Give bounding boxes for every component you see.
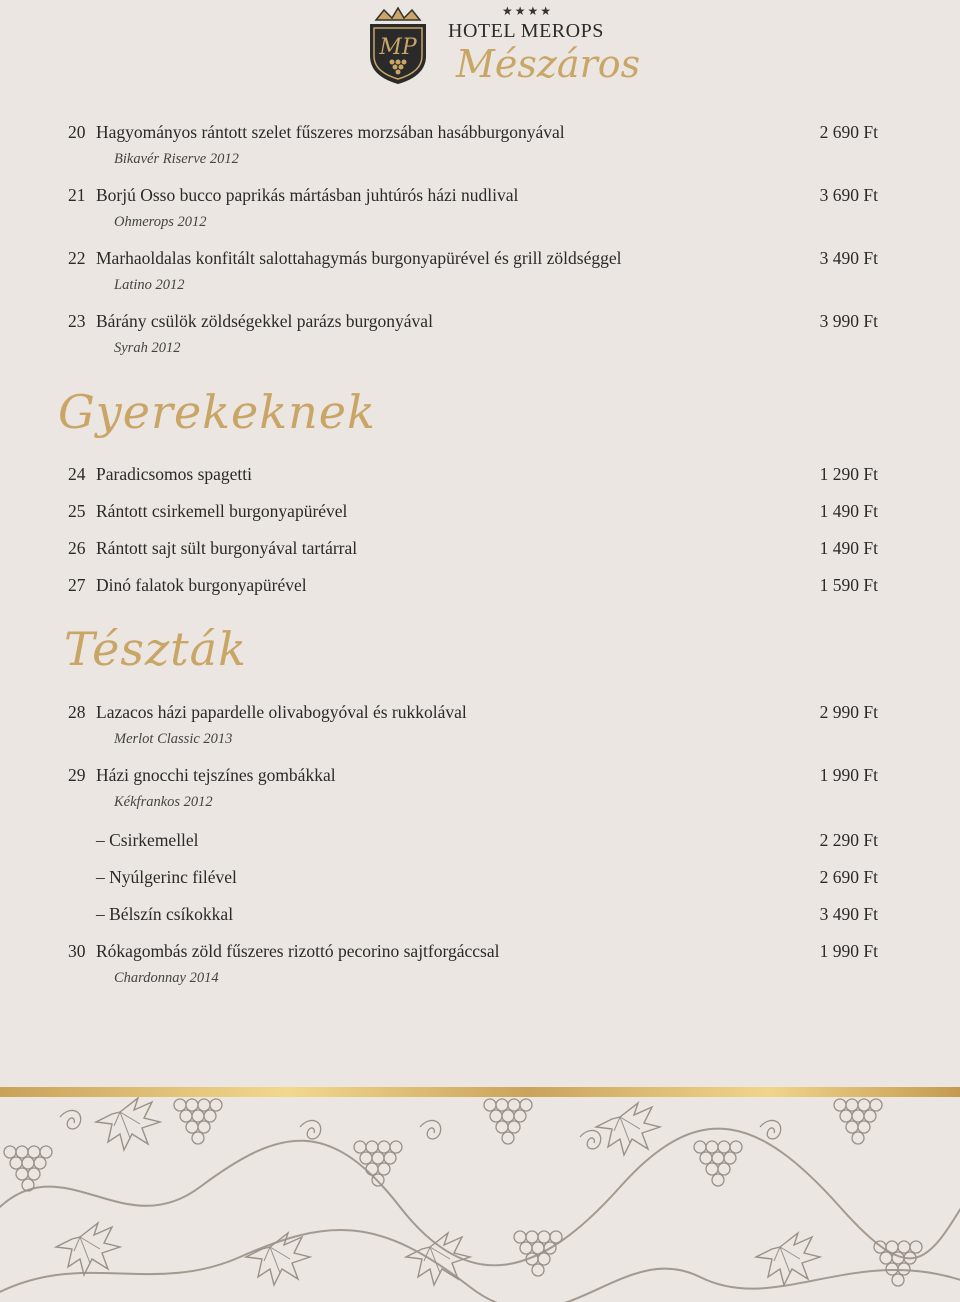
logo-monogram: MP <box>379 35 417 60</box>
item-number: 25 <box>68 501 86 521</box>
gold-divider <box>0 1087 960 1097</box>
menu-item <box>68 248 878 272</box>
item-price: 3 690 Ft <box>819 185 878 205</box>
variant-name: – Bélszín csíkokkal <box>96 904 234 924</box>
wine-pairing: Kékfrankos 2012 <box>114 794 213 810</box>
wine-pairing: Syrah 2012 <box>114 340 181 356</box>
variant-price: 2 690 Ft <box>819 867 878 887</box>
hotel-name: HOTEL MEROPS <box>448 20 604 42</box>
menu-item <box>68 702 878 726</box>
item-price: 3 990 Ft <box>819 311 878 331</box>
menu-variant <box>96 867 878 891</box>
menu-item <box>68 538 878 562</box>
variant-price: 2 290 Ft <box>819 830 878 850</box>
menu-item <box>68 575 878 599</box>
menu-item <box>68 464 878 488</box>
hotel-logo <box>362 4 641 88</box>
item-name: Dinó falatok burgonyapürével <box>96 575 307 595</box>
menu-item <box>68 941 878 965</box>
item-name: Házi gnocchi tejszínes gombákkal <box>96 765 336 785</box>
crest-icon <box>362 6 434 86</box>
wine-pairing: Chardonnay 2014 <box>114 970 219 986</box>
item-number: 30 <box>68 941 86 961</box>
item-name: Bárány csülök zöldségekkel parázs burgonyával <box>96 311 433 331</box>
menu-item <box>68 311 878 335</box>
section-title-pasta: Tészták <box>64 622 247 676</box>
item-name: Paradicsomos spagetti <box>96 464 253 484</box>
section-title-kids: Gyerekeknek <box>58 385 376 439</box>
menu-item <box>68 765 878 789</box>
item-price: 1 490 Ft <box>819 538 878 558</box>
item-price: 1 290 Ft <box>819 464 878 484</box>
item-price: 1 490 Ft <box>819 501 878 521</box>
item-number: 29 <box>68 765 86 785</box>
item-number: 20 <box>68 122 86 142</box>
item-name: Hagyományos rántott szelet fűszeres morzsában hasábburgonyával <box>96 122 565 142</box>
item-number: 23 <box>68 311 86 331</box>
item-price: 2 990 Ft <box>819 702 878 722</box>
item-price: 2 690 Ft <box>819 122 878 142</box>
item-name: Lazacos házi papardelle olivabogyóval és rukkolával <box>96 702 467 722</box>
wine-pairing: Latino 2012 <box>114 277 185 293</box>
hotel-stars: ★★★★ <box>502 4 554 18</box>
vine-stems <box>0 1129 960 1302</box>
item-name: Borjú Osso bucco paprikás mártásban juhtúrós házi nudlival <box>96 185 519 205</box>
variant-price: 3 490 Ft <box>819 904 878 924</box>
item-number: 26 <box>68 538 86 558</box>
item-number: 28 <box>68 702 86 722</box>
item-number: 21 <box>68 185 86 205</box>
wine-pairing: Ohmerops 2012 <box>114 214 207 230</box>
item-price: 1 590 Ft <box>819 575 878 595</box>
item-name: Rókagombás zöld fűszeres rizottó pecorino sajtforgáccsal <box>96 941 500 961</box>
item-number: 27 <box>68 575 86 595</box>
menu-variant <box>96 830 878 854</box>
menu-variant <box>96 904 878 928</box>
item-name: Rántott csirkemell burgonyapürével <box>96 501 348 521</box>
item-number: 24 <box>68 464 86 484</box>
wine-pairing: Merlot Classic 2013 <box>114 731 233 747</box>
item-name: Rántott sajt sült burgonyával tartárral <box>96 538 358 558</box>
item-number: 22 <box>68 248 86 268</box>
variant-name: – Nyúlgerinc filével <box>96 867 237 887</box>
wine-pairing: Bikavér Riserve 2012 <box>114 151 239 167</box>
grapevine-pattern <box>0 1097 960 1302</box>
item-price: 3 490 Ft <box>819 248 878 268</box>
menu-item <box>68 122 878 146</box>
item-price: 1 990 Ft <box>819 941 878 961</box>
item-price: 1 990 Ft <box>819 765 878 785</box>
variant-name: – Csirkemellel <box>96 830 199 850</box>
restaurant-name: Mészáros <box>456 42 641 86</box>
menu-item <box>68 185 878 209</box>
menu-item <box>68 501 878 525</box>
item-name: Marhaoldalas konfitált salottahagymás burgonyapürével és grill zöldséggel <box>96 248 622 268</box>
